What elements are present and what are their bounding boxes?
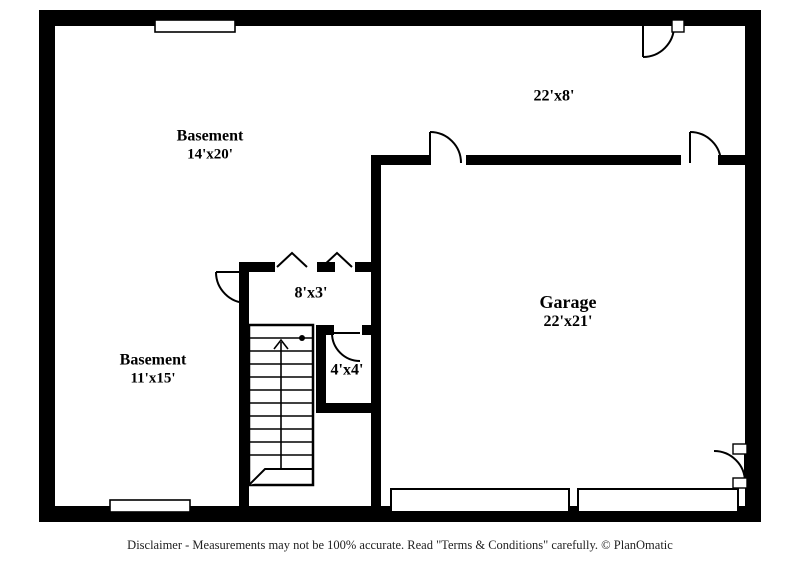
room-dims: 22'x21' — [543, 313, 593, 331]
door-jamb-garage-side — [733, 444, 747, 454]
door-arc-closet — [332, 333, 360, 361]
room-dims: 8'x3' — [294, 284, 328, 302]
room-dims: 4'x4' — [330, 361, 364, 379]
room-dims: 14'x20' — [187, 146, 233, 163]
wall-basement-garage-vertical — [239, 262, 249, 510]
windows — [110, 20, 235, 512]
room-label-closet-4x4 — [331, 362, 364, 381]
wall-closet-top-right — [362, 325, 381, 335]
interior-walls — [239, 155, 753, 510]
room-name: Garage — [539, 291, 597, 312]
room-name: Basement — [176, 127, 244, 145]
room-dims: 22'x8' — [533, 87, 575, 105]
wall-closet-left — [316, 325, 326, 413]
room-name: Basement — [119, 351, 187, 369]
door-jamb-top-right — [672, 20, 684, 32]
disclaimer-text: Disclaimer - Measurements may not be 100% accurate. Read "Terms & Conditions" carefully. © PlanOmatic — [127, 538, 673, 552]
door-arc-storage-left — [430, 132, 461, 163]
wall-garage-top-mid — [466, 155, 681, 165]
exterior-walls — [47, 18, 753, 514]
wall-closet-bottom — [316, 403, 381, 413]
room-label-hall-8x3 — [295, 285, 328, 304]
bifold-door-left — [277, 253, 307, 267]
room-label-basement-11x15 — [120, 352, 187, 389]
garage-doors — [391, 489, 738, 512]
door-jamb-garage-side-2 — [733, 478, 747, 488]
room-label-storage-22x8 — [534, 88, 575, 107]
outer-wall-outline — [47, 18, 753, 514]
garage-door-left — [391, 489, 569, 512]
room-dims: 11'x15' — [130, 370, 176, 387]
wall-garage-top-left — [371, 155, 431, 165]
wall-garage-top-right — [718, 155, 753, 165]
garage-door-right — [578, 489, 738, 512]
window-bottom-left — [110, 500, 190, 512]
stair-newel — [299, 335, 305, 341]
door-arc-storage-right — [690, 132, 721, 163]
door-arc-top-right — [643, 26, 674, 57]
staircase — [249, 325, 313, 485]
room-label-garage — [540, 292, 597, 332]
room-label-basement-14x20 — [177, 128, 244, 165]
window-top — [155, 20, 235, 32]
wall-hall-top-left-stub — [239, 262, 275, 272]
